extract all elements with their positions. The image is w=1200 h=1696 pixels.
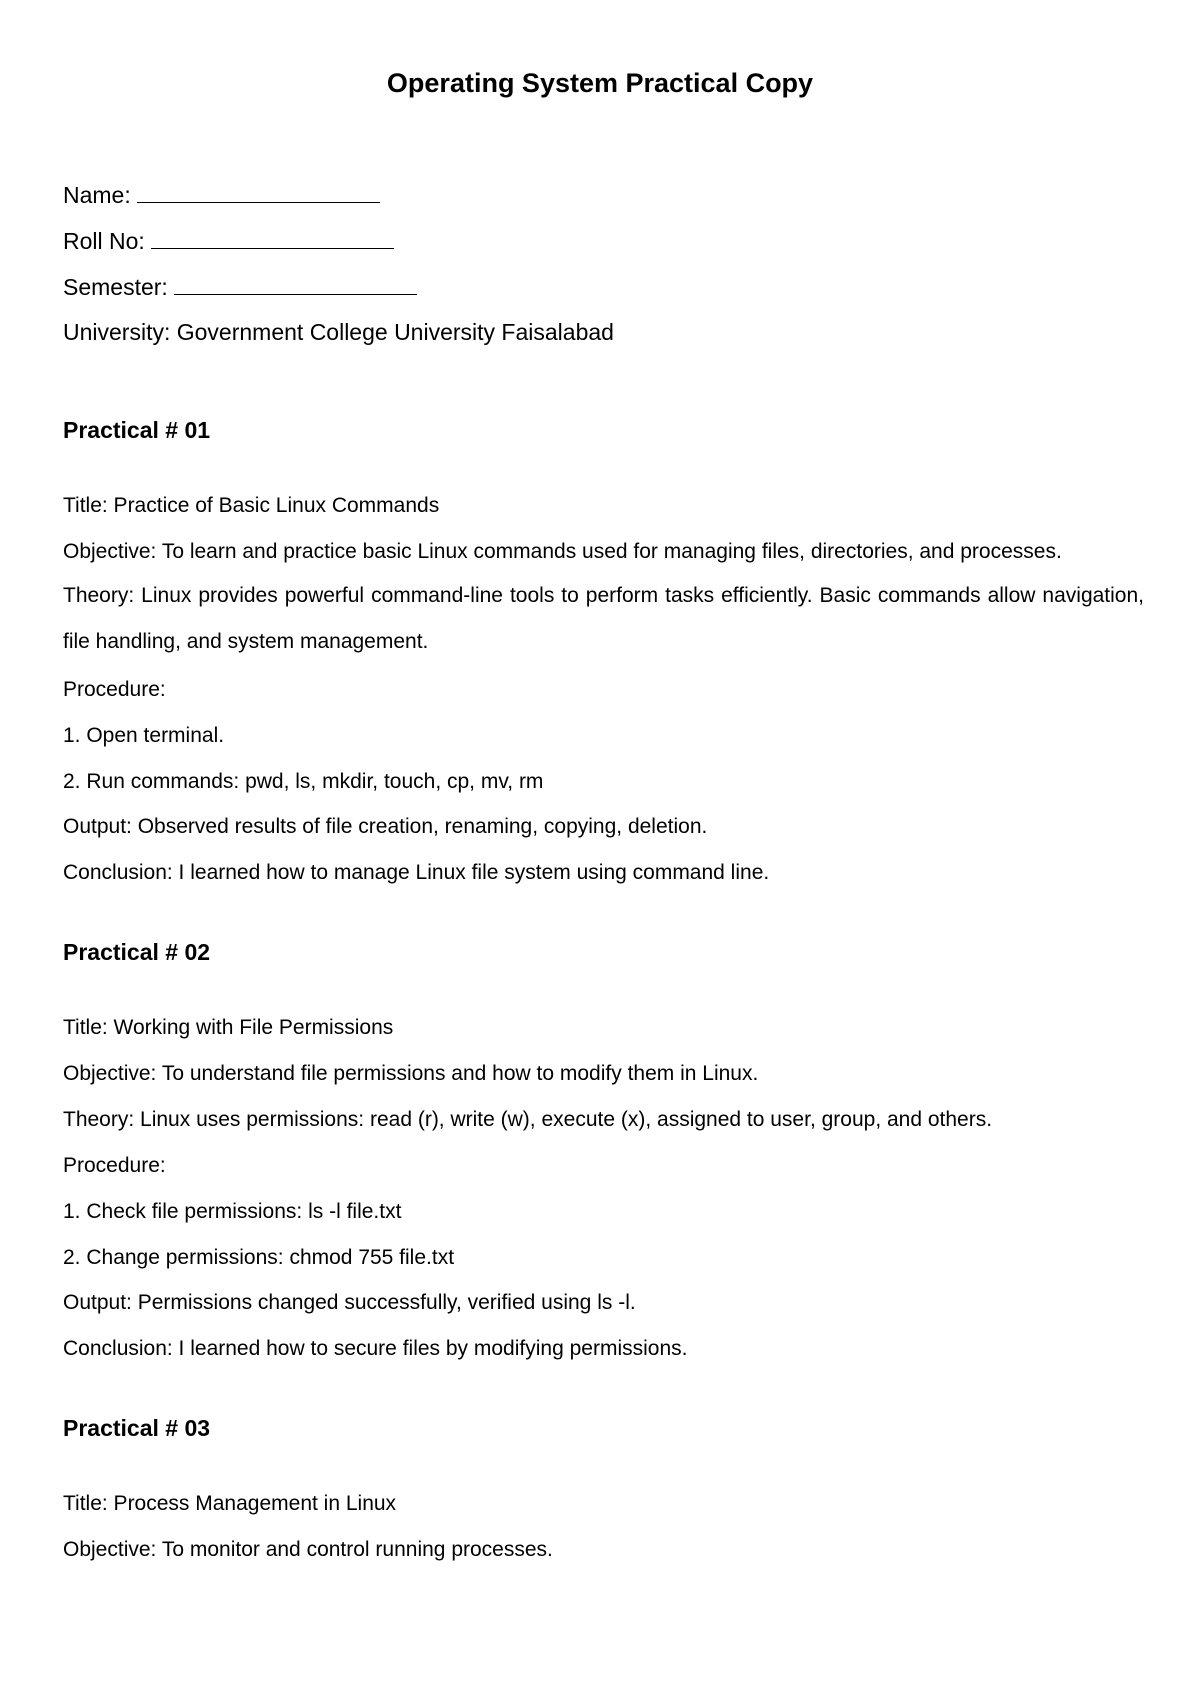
name-field xyxy=(63,181,380,209)
practical-2-theory: Theory: Linux uses permissions: read (r), write (w), execute (x), assigned to user, group, and others. xyxy=(63,1108,993,1131)
practical-2-title: Title: Working with File Permissions xyxy=(63,1016,394,1039)
roll-no-blank-line xyxy=(151,228,394,249)
practical-1-heading: Practical # 01 xyxy=(63,417,211,443)
practical-2-procedure-label: Procedure: xyxy=(63,1154,166,1177)
practical-1-conclusion: Conclusion: I learned how to manage Linux file system using command line. xyxy=(63,861,770,884)
name-label: Name: xyxy=(63,182,131,208)
semester-field xyxy=(63,273,417,301)
document-title: Operating System Practical Copy xyxy=(386,68,814,98)
practical-1-theory: Theory: Linux provides powerful command-line tools to perform tasks efficiently. Basic commands allow navigation, file handling, and system management. xyxy=(63,584,1144,653)
semester-blank-line xyxy=(174,274,417,295)
practical-2-objective: Objective: To understand file permissions and how to modify them in Linux. xyxy=(63,1062,759,1085)
practical-2-step-1: 1. Check file permissions: ls -l file.txt xyxy=(63,1200,402,1223)
practical-3-objective: Objective: To monitor and control running processes. xyxy=(63,1538,553,1561)
practical-3-heading: Practical # 03 xyxy=(63,1415,211,1441)
practical-1-step-2: 2. Run commands: pwd, ls, mkdir, touch, cp, mv, rm xyxy=(63,770,544,793)
university-line: University: Government College University Faisalabad xyxy=(63,319,614,345)
practical-1-output: Output: Observed results of file creation, renaming, copying, deletion. xyxy=(63,815,708,838)
practical-2-step-2: 2. Change permissions: chmod 755 file.txt xyxy=(63,1246,455,1269)
practical-1-step-1: 1. Open terminal. xyxy=(63,724,225,747)
practical-1-objective: Objective: To learn and practice basic Linux commands used for managing files, directories, and processes. xyxy=(63,540,1062,563)
semester-label: Semester: xyxy=(63,274,168,300)
roll-no-label: Roll No: xyxy=(63,228,145,254)
practical-2-heading: Practical # 02 xyxy=(63,939,211,965)
name-blank-line xyxy=(137,182,380,203)
practical-1-title: Title: Practice of Basic Linux Commands xyxy=(63,494,440,517)
roll-no-field xyxy=(63,227,394,255)
practical-1-procedure-label: Procedure: xyxy=(63,678,166,701)
practical-2-output: Output: Permissions changed successfully, verified using ls -l. xyxy=(63,1291,636,1314)
practical-3-title: Title: Process Management in Linux xyxy=(63,1492,397,1515)
practical-2-conclusion: Conclusion: I learned how to secure files by modifying permissions. xyxy=(63,1337,688,1360)
